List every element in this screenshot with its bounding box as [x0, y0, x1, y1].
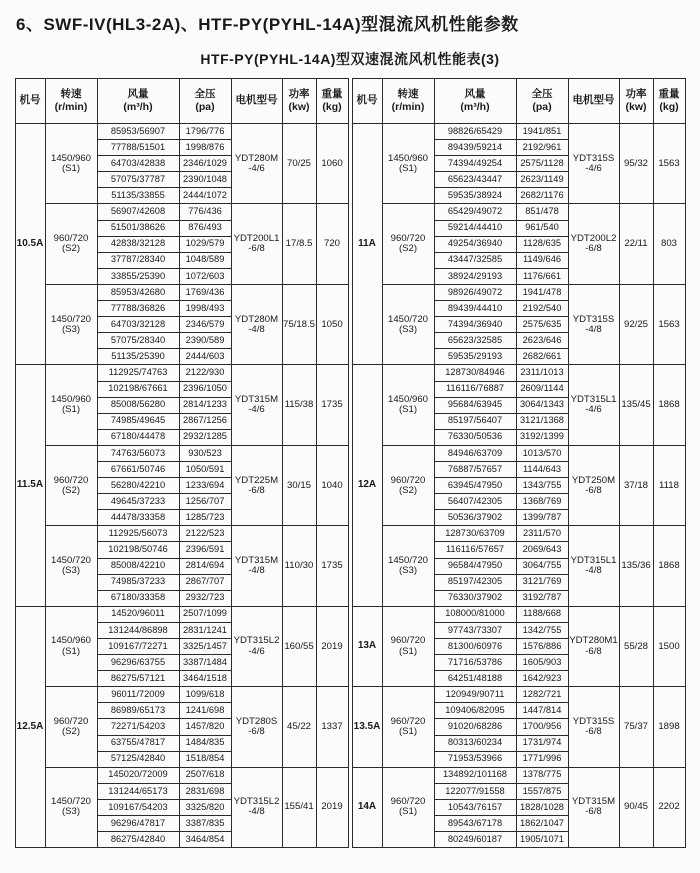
total-pressure-cell: 1368/769	[516, 494, 568, 510]
air-volume-cell: 14520/96011	[97, 606, 179, 622]
machine-no-cell: 10.5A	[15, 124, 45, 365]
total-pressure-cell: 1343/755	[516, 478, 568, 494]
total-pressure-cell: 1905/1071	[516, 832, 568, 848]
total-pressure-cell: 2390/589	[179, 333, 231, 349]
speed-cell: 1450/720 (S3)	[45, 526, 97, 606]
total-pressure-cell: 3192/787	[516, 590, 568, 606]
machine-no-cell: 12A	[352, 365, 382, 606]
total-pressure-cell: 1399/787	[516, 510, 568, 526]
total-pressure-cell: 961/540	[516, 220, 568, 236]
total-pressure-cell: 2444/1072	[179, 188, 231, 204]
total-pressure-cell: 1072/603	[179, 268, 231, 284]
header-air-volume: 风量 (m³/h)	[434, 79, 516, 124]
total-pressure-cell: 2575/1128	[516, 156, 568, 172]
total-pressure-cell: 2396/591	[179, 542, 231, 558]
total-pressure-cell: 1457/820	[179, 719, 231, 735]
air-volume-cell: 74985/49645	[97, 413, 179, 429]
power-cell: 115/38	[282, 365, 316, 445]
weight-cell: 1040	[316, 445, 348, 525]
power-cell: 45/22	[282, 687, 316, 767]
air-volume-cell: 128730/63709	[434, 526, 516, 542]
power-cell: 90/45	[619, 767, 653, 847]
motor-model-cell: YDT315L2 -4/8	[231, 767, 282, 847]
air-volume-cell: 108000/81000	[434, 606, 516, 622]
total-pressure-cell: 2507/1099	[179, 606, 231, 622]
air-volume-cell: 91020/68286	[434, 719, 516, 735]
weight-cell: 1500	[653, 606, 685, 686]
speed-cell: 1450/960 (S1)	[382, 124, 434, 204]
speed-cell: 960/720 (S2)	[382, 204, 434, 284]
air-volume-cell: 85008/56280	[97, 397, 179, 413]
header-speed: 转速 (r/min)	[45, 79, 97, 124]
speed-cell: 960/720 (S1)	[382, 687, 434, 767]
power-cell: 70/25	[282, 124, 316, 204]
air-volume-cell: 74394/49254	[434, 156, 516, 172]
total-pressure-cell: 2444/603	[179, 349, 231, 365]
total-pressure-cell: 1796/776	[179, 124, 231, 140]
total-pressure-cell: 1282/721	[516, 687, 568, 703]
total-pressure-cell: 2122/523	[179, 526, 231, 542]
air-volume-cell: 65623/32585	[434, 333, 516, 349]
total-pressure-cell: 1998/876	[179, 140, 231, 156]
total-pressure-cell: 2867/1256	[179, 413, 231, 429]
air-volume-cell: 102198/67661	[97, 381, 179, 397]
air-volume-cell: 65429/49072	[434, 204, 516, 220]
air-volume-cell: 98826/65429	[434, 124, 516, 140]
air-volume-cell: 89543/67178	[434, 816, 516, 832]
performance-table-right	[352, 78, 686, 848]
total-pressure-cell: 2932/1285	[179, 429, 231, 445]
header-air-volume: 风量 (m³/h)	[97, 79, 179, 124]
total-pressure-cell: 3192/1399	[516, 429, 568, 445]
air-volume-cell: 112925/56073	[97, 526, 179, 542]
air-volume-cell: 56907/42608	[97, 204, 179, 220]
total-pressure-cell: 1941/851	[516, 124, 568, 140]
air-volume-cell: 112925/74763	[97, 365, 179, 381]
power-cell: 55/28	[619, 606, 653, 686]
total-pressure-cell: 2390/1048	[179, 172, 231, 188]
total-pressure-cell: 2682/661	[516, 349, 568, 365]
performance-table-left	[15, 78, 349, 848]
machine-no-cell: 11.5A	[15, 365, 45, 606]
motor-model-cell: YDT280M -4/8	[231, 284, 282, 364]
total-pressure-cell: 3064/1343	[516, 397, 568, 413]
total-pressure-cell: 2192/540	[516, 301, 568, 317]
table-row	[352, 365, 685, 381]
total-pressure-cell: 1029/579	[179, 236, 231, 252]
total-pressure-cell: 2346/1029	[179, 156, 231, 172]
air-volume-cell: 85953/56907	[97, 124, 179, 140]
total-pressure-cell: 1447/814	[516, 703, 568, 719]
total-pressure-cell: 1605/903	[516, 655, 568, 671]
air-volume-cell: 63755/47817	[97, 735, 179, 751]
total-pressure-cell: 1731/974	[516, 735, 568, 751]
air-volume-cell: 96584/47950	[434, 558, 516, 574]
table-header	[352, 79, 685, 124]
total-pressure-cell: 2609/1144	[516, 381, 568, 397]
speed-cell: 1450/960 (S1)	[382, 365, 434, 445]
weight-cell: 1868	[653, 526, 685, 606]
weight-cell: 2019	[316, 606, 348, 686]
air-volume-cell: 102198/50746	[97, 542, 179, 558]
air-volume-cell: 44478/33358	[97, 510, 179, 526]
air-volume-cell: 76887/57657	[434, 461, 516, 477]
table-row	[352, 204, 685, 220]
power-cell: 75/18.5	[282, 284, 316, 364]
power-cell: 75/37	[619, 687, 653, 767]
table-header	[15, 79, 348, 124]
air-volume-cell: 86989/65173	[97, 703, 179, 719]
machine-no-cell: 11A	[352, 124, 382, 365]
speed-cell: 1450/720 (S3)	[382, 284, 434, 364]
table-row	[15, 606, 348, 622]
header-total-pressure: 全压 (pa)	[516, 79, 568, 124]
table-row	[352, 606, 685, 622]
air-volume-cell: 89439/44410	[434, 301, 516, 317]
header-weight: 重量 (kg)	[653, 79, 685, 124]
table-row	[352, 284, 685, 300]
total-pressure-cell: 1188/668	[516, 606, 568, 622]
total-pressure-cell: 1149/646	[516, 252, 568, 268]
total-pressure-cell: 3121/769	[516, 574, 568, 590]
table-row	[15, 284, 348, 300]
table-row	[352, 687, 685, 703]
power-cell: 95/32	[619, 124, 653, 204]
air-volume-cell: 85953/42680	[97, 284, 179, 300]
speed-cell: 960/720 (S1)	[382, 606, 434, 686]
total-pressure-cell: 1998/493	[179, 301, 231, 317]
air-volume-cell: 109167/72271	[97, 639, 179, 655]
speed-cell: 1450/960 (S1)	[45, 606, 97, 686]
motor-model-cell: YDT315S -4/8	[568, 284, 619, 364]
air-volume-cell: 86275/42840	[97, 832, 179, 848]
motor-model-cell: YDT315S -6/8	[568, 687, 619, 767]
air-volume-cell: 38924/29193	[434, 268, 516, 284]
power-cell: 22/11	[619, 204, 653, 284]
speed-cell: 960/720 (S1)	[382, 767, 434, 847]
total-pressure-cell: 1828/1028	[516, 799, 568, 815]
air-volume-cell: 51135/33855	[97, 188, 179, 204]
weight-cell: 2202	[653, 767, 685, 847]
weight-cell: 1868	[653, 365, 685, 445]
total-pressure-cell: 1700/956	[516, 719, 568, 735]
header-weight: 重量 (kg)	[316, 79, 348, 124]
air-volume-cell: 77788/36826	[97, 301, 179, 317]
air-volume-cell: 64703/42838	[97, 156, 179, 172]
weight-cell: 720	[316, 204, 348, 284]
machine-no-cell: 12.5A	[15, 606, 45, 847]
weight-cell: 1060	[316, 124, 348, 204]
weight-cell: 1337	[316, 687, 348, 767]
air-volume-cell: 37787/28340	[97, 252, 179, 268]
table-row	[352, 124, 685, 140]
air-volume-cell: 85197/42305	[434, 574, 516, 590]
total-pressure-cell: 3387/835	[179, 816, 231, 832]
motor-model-cell: YDT315L2 -4/6	[231, 606, 282, 686]
air-volume-cell: 145020/72009	[97, 767, 179, 783]
air-volume-cell: 76330/37902	[434, 590, 516, 606]
total-pressure-cell: 1050/591	[179, 461, 231, 477]
motor-model-cell: YDT200L2 -6/8	[568, 204, 619, 284]
air-volume-cell: 77788/51501	[97, 140, 179, 156]
air-volume-cell: 10543/76157	[434, 799, 516, 815]
machine-no-cell: 14A	[352, 767, 382, 847]
motor-model-cell: YDT315L1 -4/6	[568, 365, 619, 445]
air-volume-cell: 131244/86898	[97, 622, 179, 638]
total-pressure-cell: 1241/698	[179, 703, 231, 719]
air-volume-cell: 116116/76887	[434, 381, 516, 397]
power-cell: 110/30	[282, 526, 316, 606]
header-total-pressure: 全压 (pa)	[179, 79, 231, 124]
air-volume-cell: 80249/60187	[434, 832, 516, 848]
table-row	[352, 767, 685, 783]
air-volume-cell: 81300/60976	[434, 639, 516, 655]
air-volume-cell: 74763/56073	[97, 445, 179, 461]
total-pressure-cell: 1233/694	[179, 478, 231, 494]
table-row	[15, 526, 348, 542]
speed-cell: 1450/720 (S3)	[45, 284, 97, 364]
total-pressure-cell: 1176/661	[516, 268, 568, 284]
air-volume-cell: 76330/50536	[434, 429, 516, 445]
air-volume-cell: 109406/82095	[434, 703, 516, 719]
speed-cell: 1450/960 (S1)	[45, 365, 97, 445]
power-cell: 160/55	[282, 606, 316, 686]
total-pressure-cell: 2623/1149	[516, 172, 568, 188]
header-power: 功率 (kw)	[282, 79, 316, 124]
total-pressure-cell: 1099/618	[179, 687, 231, 703]
speed-cell: 960/720 (S2)	[45, 687, 97, 767]
speed-cell: 960/720 (S2)	[382, 445, 434, 525]
weight-cell: 1050	[316, 284, 348, 364]
total-pressure-cell: 3064/755	[516, 558, 568, 574]
total-pressure-cell: 2507/618	[179, 767, 231, 783]
air-volume-cell: 85008/42210	[97, 558, 179, 574]
total-pressure-cell: 2932/723	[179, 590, 231, 606]
air-volume-cell: 42838/32128	[97, 236, 179, 252]
total-pressure-cell: 3464/1518	[179, 671, 231, 687]
total-pressure-cell: 2311/570	[516, 526, 568, 542]
air-volume-cell: 57075/28340	[97, 333, 179, 349]
power-cell: 17/8.5	[282, 204, 316, 284]
table-row	[15, 365, 348, 381]
air-volume-cell: 67180/44478	[97, 429, 179, 445]
air-volume-cell: 59214/44410	[434, 220, 516, 236]
motor-model-cell: YDT315L1 -4/8	[568, 526, 619, 606]
power-cell: 135/45	[619, 365, 653, 445]
header-speed: 转速 (r/min)	[382, 79, 434, 124]
total-pressure-cell: 2831/698	[179, 783, 231, 799]
total-pressure-cell: 2575/635	[516, 317, 568, 333]
total-pressure-cell: 876/493	[179, 220, 231, 236]
air-volume-cell: 116116/57657	[434, 542, 516, 558]
header-power: 功率 (kw)	[619, 79, 653, 124]
air-volume-cell: 63945/47950	[434, 478, 516, 494]
air-volume-cell: 64703/32128	[97, 317, 179, 333]
motor-model-cell: YDT315M -4/8	[231, 526, 282, 606]
weight-cell: 2019	[316, 767, 348, 847]
total-pressure-cell: 2867/707	[179, 574, 231, 590]
motor-model-cell: YDT280M1 -6/8	[568, 606, 619, 686]
air-volume-cell: 72271/54203	[97, 719, 179, 735]
total-pressure-cell: 851/478	[516, 204, 568, 220]
weight-cell: 1563	[653, 124, 685, 204]
total-pressure-cell: 1144/643	[516, 461, 568, 477]
tables-container	[16, 78, 684, 848]
total-pressure-cell: 1576/886	[516, 639, 568, 655]
total-pressure-cell: 2069/643	[516, 542, 568, 558]
air-volume-cell: 120949/90711	[434, 687, 516, 703]
table-row	[352, 526, 685, 542]
table-row	[352, 445, 685, 461]
motor-model-cell: YDT315S -4/6	[568, 124, 619, 204]
header-motor-model: 电机型号	[231, 79, 282, 124]
header-machine-no: 机号	[15, 79, 45, 124]
weight-cell: 1898	[653, 687, 685, 767]
air-volume-cell: 65623/43447	[434, 172, 516, 188]
air-volume-cell: 74394/36940	[434, 317, 516, 333]
speed-cell: 1450/960 (S1)	[45, 124, 97, 204]
total-pressure-cell: 1642/923	[516, 671, 568, 687]
total-pressure-cell: 930/523	[179, 445, 231, 461]
total-pressure-cell: 776/436	[179, 204, 231, 220]
air-volume-cell: 98926/49072	[434, 284, 516, 300]
total-pressure-cell: 1941/478	[516, 284, 568, 300]
speed-cell: 1450/720 (S3)	[382, 526, 434, 606]
air-volume-cell: 109167/54203	[97, 799, 179, 815]
air-volume-cell: 51135/25390	[97, 349, 179, 365]
total-pressure-cell: 2682/1176	[516, 188, 568, 204]
air-volume-cell: 96296/47817	[97, 816, 179, 832]
air-volume-cell: 96296/63755	[97, 655, 179, 671]
weight-cell: 803	[653, 204, 685, 284]
total-pressure-cell: 1378/775	[516, 767, 568, 783]
motor-model-cell: YDT315M -4/6	[231, 365, 282, 445]
table-row	[15, 445, 348, 461]
air-volume-cell: 64251/48188	[434, 671, 516, 687]
total-pressure-cell: 1518/854	[179, 751, 231, 767]
header-machine-no: 机号	[352, 79, 382, 124]
total-pressure-cell: 1484/835	[179, 735, 231, 751]
total-pressure-cell: 1342/755	[516, 622, 568, 638]
air-volume-cell: 59535/29193	[434, 349, 516, 365]
table-row	[15, 204, 348, 220]
air-volume-cell: 67661/50746	[97, 461, 179, 477]
total-pressure-cell: 1048/589	[179, 252, 231, 268]
air-volume-cell: 134892/101168	[434, 767, 516, 783]
machine-no-cell: 13A	[352, 606, 382, 686]
total-pressure-cell: 2814/694	[179, 558, 231, 574]
total-pressure-cell: 2396/1050	[179, 381, 231, 397]
air-volume-cell: 128730/84946	[434, 365, 516, 381]
motor-model-cell: YDT280M -4/6	[231, 124, 282, 204]
total-pressure-cell: 2623/646	[516, 333, 568, 349]
total-pressure-cell: 2192/961	[516, 140, 568, 156]
speed-cell: 1450/720 (S3)	[45, 767, 97, 847]
total-pressure-cell: 3464/854	[179, 832, 231, 848]
total-pressure-cell: 1769/436	[179, 284, 231, 300]
air-volume-cell: 71716/53786	[434, 655, 516, 671]
air-volume-cell: 122077/91558	[434, 783, 516, 799]
air-volume-cell: 96011/72009	[97, 687, 179, 703]
air-volume-cell: 80313/60234	[434, 735, 516, 751]
air-volume-cell: 131244/65173	[97, 783, 179, 799]
air-volume-cell: 49645/37233	[97, 494, 179, 510]
total-pressure-cell: 1256/707	[179, 494, 231, 510]
total-pressure-cell: 2122/930	[179, 365, 231, 381]
speed-cell: 960/720 (S2)	[45, 445, 97, 525]
table-row	[15, 124, 348, 140]
total-pressure-cell: 2311/1013	[516, 365, 568, 381]
machine-no-cell: 13.5A	[352, 687, 382, 767]
speed-cell: 960/720 (S2)	[45, 204, 97, 284]
air-volume-cell: 74985/37233	[97, 574, 179, 590]
motor-model-cell: YDT200L1 -6/8	[231, 204, 282, 284]
total-pressure-cell: 3387/1484	[179, 655, 231, 671]
total-pressure-cell: 3325/820	[179, 799, 231, 815]
header-motor-model: 电机型号	[568, 79, 619, 124]
power-cell: 30/15	[282, 445, 316, 525]
air-volume-cell: 56407/42305	[434, 494, 516, 510]
motor-model-cell: YDT225M -6/8	[231, 445, 282, 525]
weight-cell: 1735	[316, 365, 348, 445]
total-pressure-cell: 2346/579	[179, 317, 231, 333]
power-cell: 37/18	[619, 445, 653, 525]
air-volume-cell: 50536/37902	[434, 510, 516, 526]
table-row	[15, 687, 348, 703]
total-pressure-cell: 1862/1047	[516, 816, 568, 832]
power-cell: 135/36	[619, 526, 653, 606]
air-volume-cell: 51501/38626	[97, 220, 179, 236]
air-volume-cell: 43447/32585	[434, 252, 516, 268]
air-volume-cell: 57125/42840	[97, 751, 179, 767]
air-volume-cell: 71953/53966	[434, 751, 516, 767]
air-volume-cell: 84946/63709	[434, 445, 516, 461]
motor-model-cell: YDT315M -6/8	[568, 767, 619, 847]
air-volume-cell: 89439/59214	[434, 140, 516, 156]
air-volume-cell: 95684/63945	[434, 397, 516, 413]
table-subtitle: HTF-PY(PYHL-14A)型双速混流风机性能表(3)	[200, 51, 500, 67]
air-volume-cell: 57075/37787	[97, 172, 179, 188]
air-volume-cell: 56280/42210	[97, 478, 179, 494]
total-pressure-cell: 1285/723	[179, 510, 231, 526]
power-cell: 155/41	[282, 767, 316, 847]
motor-model-cell: YDT250M -6/8	[568, 445, 619, 525]
air-volume-cell: 97743/73307	[434, 622, 516, 638]
air-volume-cell: 33855/25390	[97, 268, 179, 284]
total-pressure-cell: 2814/1233	[179, 397, 231, 413]
weight-cell: 1735	[316, 526, 348, 606]
weight-cell: 1563	[653, 284, 685, 364]
total-pressure-cell: 2831/1241	[179, 622, 231, 638]
power-cell: 92/25	[619, 284, 653, 364]
air-volume-cell: 49254/36940	[434, 236, 516, 252]
air-volume-cell: 85197/56407	[434, 413, 516, 429]
motor-model-cell: YDT280S -6/8	[231, 687, 282, 767]
total-pressure-cell: 1128/635	[516, 236, 568, 252]
total-pressure-cell: 1557/875	[516, 783, 568, 799]
page-title: 6、SWF-IV(HL3-2A)、HTF-PY(PYHL-14A)型混流风机性能参数	[16, 15, 519, 34]
air-volume-cell: 59535/38924	[434, 188, 516, 204]
total-pressure-cell: 3121/1368	[516, 413, 568, 429]
total-pressure-cell: 1013/570	[516, 445, 568, 461]
air-volume-cell: 86275/57121	[97, 671, 179, 687]
table-row	[15, 767, 348, 783]
total-pressure-cell: 3325/1457	[179, 639, 231, 655]
total-pressure-cell: 1771/996	[516, 751, 568, 767]
air-volume-cell: 67180/33358	[97, 590, 179, 606]
weight-cell: 1118	[653, 445, 685, 525]
